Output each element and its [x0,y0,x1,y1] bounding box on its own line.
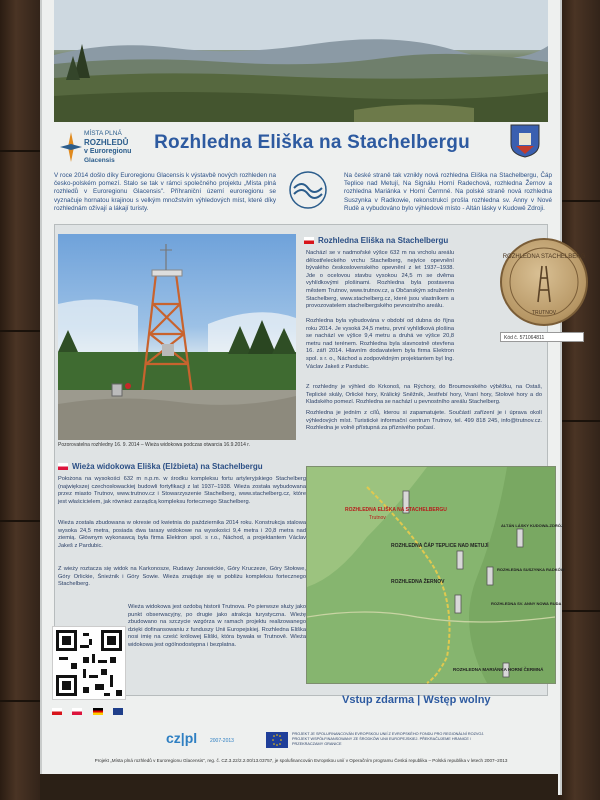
tower-photo [58,234,296,440]
tourist-medal [500,238,588,326]
pl-section-title [58,462,263,471]
map-label-6: ROZHLEDNA MARIÁNKA HORNÍ ČERMNÁ [453,667,544,672]
intro-text-left: V roce 2014 došlo díky Euroregionu Glacensis k výstavbě nových rozhleden na česko-polském pomezí. Stalo se tak v rámci společného projektu „Místa plná rozhledů v Euroregionu Glacensis". Příhraniční území euroregionu se vyznačuje hornatou krajinou s velkým množstvím výhledových míst, které díky rozhlednám ožívají a lákají turisty. [54,172,276,212]
intro-text-right: Na české straně tak vznikly nová rozhledna Eliška na Stachelbergu, Čáp Teplice nad Metují, Na Signálu Horní Radechová, rozhledna Žernov a rozhledna Mariánka v Horní Čermné. Na polské straně nová rozhledna Suszynka v Radkowie, rekonstrukcí prošla rozhledna sv. Anny v Nové Rudě a vybudováno bylo výhledové místo - Altán lásky v Kudowě Zdroji. [344,172,552,212]
logo-line-4: Glacensis [84,157,115,164]
wooden-wall-left [0,0,40,800]
photo-caption: Pozorovatelna rozhledny 16. 9. 2014 – Wieża widokowa podczas otwarcia 16.9.2014 r. [58,442,251,448]
bottom-frame [40,774,558,800]
cz-paragraph-4: Rozhledna je jedním z cílů, kterou si zapamatujete. Součástí zařízení je i úprava okolí výhledových míst. Turistické informační centrum Trutnov, tel. 499 818 245, info@trutnov.cz. Rozhledna je volně přístupná za příznivého počasí. [306,410,542,432]
map-label-5: ROZHLEDNA ŽERNOV [391,579,445,585]
logo-line-2: ROZHLEDŮ [84,138,129,147]
polish-flag-icon [72,708,82,715]
cz-paragraph-1: Nachází se v nadmořské výšce 632 m na vrcholu areálu dělostřeleckého vrchu Stachelberg, nejvíce opevnění bývalého československého opevnění z let 1937–1938. Jde o ocelovou stavbu vysokou 24,5 m se dvěma vyhlídkovými plošinami. Rozhledna byla postavena městem Trutnov, www.trutnov.cz, a Občanským sdružením Stachelberg, www.stachelberg.cz, které jsou vlastníkem a provozovatelem stachelbergského pevnostního areálu. [306,250,454,310]
map-label-1: ROZHLEDNA ČÁP TEPLICE NAD METUJÍ [391,543,489,549]
map-label-3: ROZHLEDNA SUSZYNKA RADKÓW [497,567,565,572]
trutnov-crest-icon [510,124,540,158]
page-title: Rozhledna Eliška na Stachelbergu [154,132,470,153]
medal-code: Kód č. 571064811 [500,332,584,342]
cz-section-title-text: Rozhledna Eliška na Stachelbergu [318,236,449,245]
czech-flag-icon [52,708,62,715]
map-label-4: ROZHLEDNA SV. ANNY NOWA RUDA [491,601,562,606]
czpl-program-logo [166,730,266,750]
eu-funding-text: PROJEKT JE SPOLUFINANCOVÁN EVROPSKOU UNIÍ Z EVROPSKÉHO FONDU PRO REGIONÁLNÍ ROZVOJ. PROJEKT WSPÓŁFINANSOWANY ZE ŚRODKÓW UNII EUROPEJSKIEJ. PŘEKRAČUJEME HRANICE / PRZEKRACZAMY GRANICE [292,732,485,746]
logo-line-3: v Euroregionu [84,148,132,155]
czpl-logo-years: 2007-2013 [210,738,234,744]
german-flag-icon [93,708,103,715]
czpl-logo-text: cz|pl [166,730,198,746]
eu-flag-icon [266,732,288,748]
compass-icon [60,132,82,162]
euroregion-glacensis-logo [278,168,338,218]
free-entry-text: Vstup zdarma | Wstęp wolny [342,694,491,706]
uk-flag-icon [113,708,123,715]
pl-paragraph-4: Wieża widokowa jest ozdobą historii Trutnova. Po pierwsze służy jako punkt obserwacyjny, po drugie jako atrakcja turystyczna. Wieżę zbudowano na szczycie wzgórza w ramach projektu realizowanego dzięki dofinansowaniu z funduszy Unii Europejskiej. Rozhledna Eliška nosi imię na cześć królowej Eliški, która bywała w Trutnově. Wieża widokowa jest ogólnodostępna i bezpłatna. [128,604,306,648]
pl-section-title-text: Wieża widokowa Eliška (Elżbieta) na Stachelbergu [72,462,263,471]
medal-text: ROZHLEDNA STACHELBERG [502,254,586,260]
pl-paragraph-3: Z wieży roztacza się widok na Karkonosze, Rudawy Janowickie, Góry Kruczeze, Góry Stołowe, Góry Orlickie, Śnieżnik i Góry Sowie. Wieża znajduje się w pobliżu kompleksu fortecznego Stachelberg. [58,566,306,588]
info-board [40,0,586,795]
language-flags [52,702,129,720]
cz-paragraph-3: Z rozhledny je výhled do Krkonoš, na Rýchory, do Broumovského výběžku, na Ostaš, Teplické skály, Orlické hory, Králický Sněžník, Jestřebí hory, Vraní hory, Stolové hory a do Kladského pomezí. Rozhledna se nachází u pevnostního areálu Stachelberg. [306,384,542,406]
logo-line-1: MÍSTA PLNÁ [84,130,122,137]
project-logo [60,128,152,168]
wooden-wall-right [558,0,600,800]
pl-paragraph-1: Położona na wysokości 632 m n.p.m. w środku kompleksu fortu artyleryjskiego Stachelberg (największej czechosłowackiej budowli fortyfikacji z lat 1937–1938. Wieża została wybudowana przez miasto Trutnov, www.trutnov.cz i Stowarzyszenie Stachelberg, www.stachelberg.cz, które jest właścicielem, jak również zarządcą kompleksu fortecznego Stachelberg. [58,476,306,505]
map-label-main-sub: Trutnov [369,515,386,521]
polish-flag-icon [58,463,68,470]
landscape-photo [54,0,548,122]
qr-code[interactable] [52,626,126,700]
medal-sub-text: TRUTNOV [531,310,557,316]
pl-paragraph-2: Wieża została zbudowana w okresie od kwietnia do października 2014 roku. Konstrukcja stalowa wysoka 24,5 metra, posiada dwa tarasy widokowe na wysokości 9,4 metra i 20,8 metra nad ziemią. Głównym wykonawcą była firma Elektron spol. s r.o., Náchod, a projektantem Václav Jakeš z Pardubic. [58,520,306,549]
map-label-2: ALTÁN LÁSKY KUDOWA-ZDRÓJ [501,523,564,528]
map-label-main: ROZHLEDNA ELIŠKA NA STACHELBERGU [345,507,447,513]
cz-paragraph-2: Rozhledna byla vybudována v období od dubna do října roku 2014. Je vysoká 24,5 metru, první vyhlídková plošina se nachází ve výšce 9,4 metru a druhá ve výšce 20,8 metru nad terénem. Rozhledna byla slavnostně otevřena 16. září 2014. Hlavním dodavatelem byla firma Elektron spol. s r. o., Náchod a zodpovědným projektantem byl Ing. Václav Jakeš z Pardubic. [306,318,454,370]
region-map [306,466,565,684]
cz-section-title [304,236,448,245]
czech-flag-icon [304,237,314,244]
footer-text: Projekt „Místa plná rozhledů v Euroregionu Glacensis", reg. č. CZ.3.22/2.2.00/13.03757, je spolufinancován Evropskou unií v Operačním programu Česká republika – Polská republika v letech 2007–2013 [94,758,508,763]
